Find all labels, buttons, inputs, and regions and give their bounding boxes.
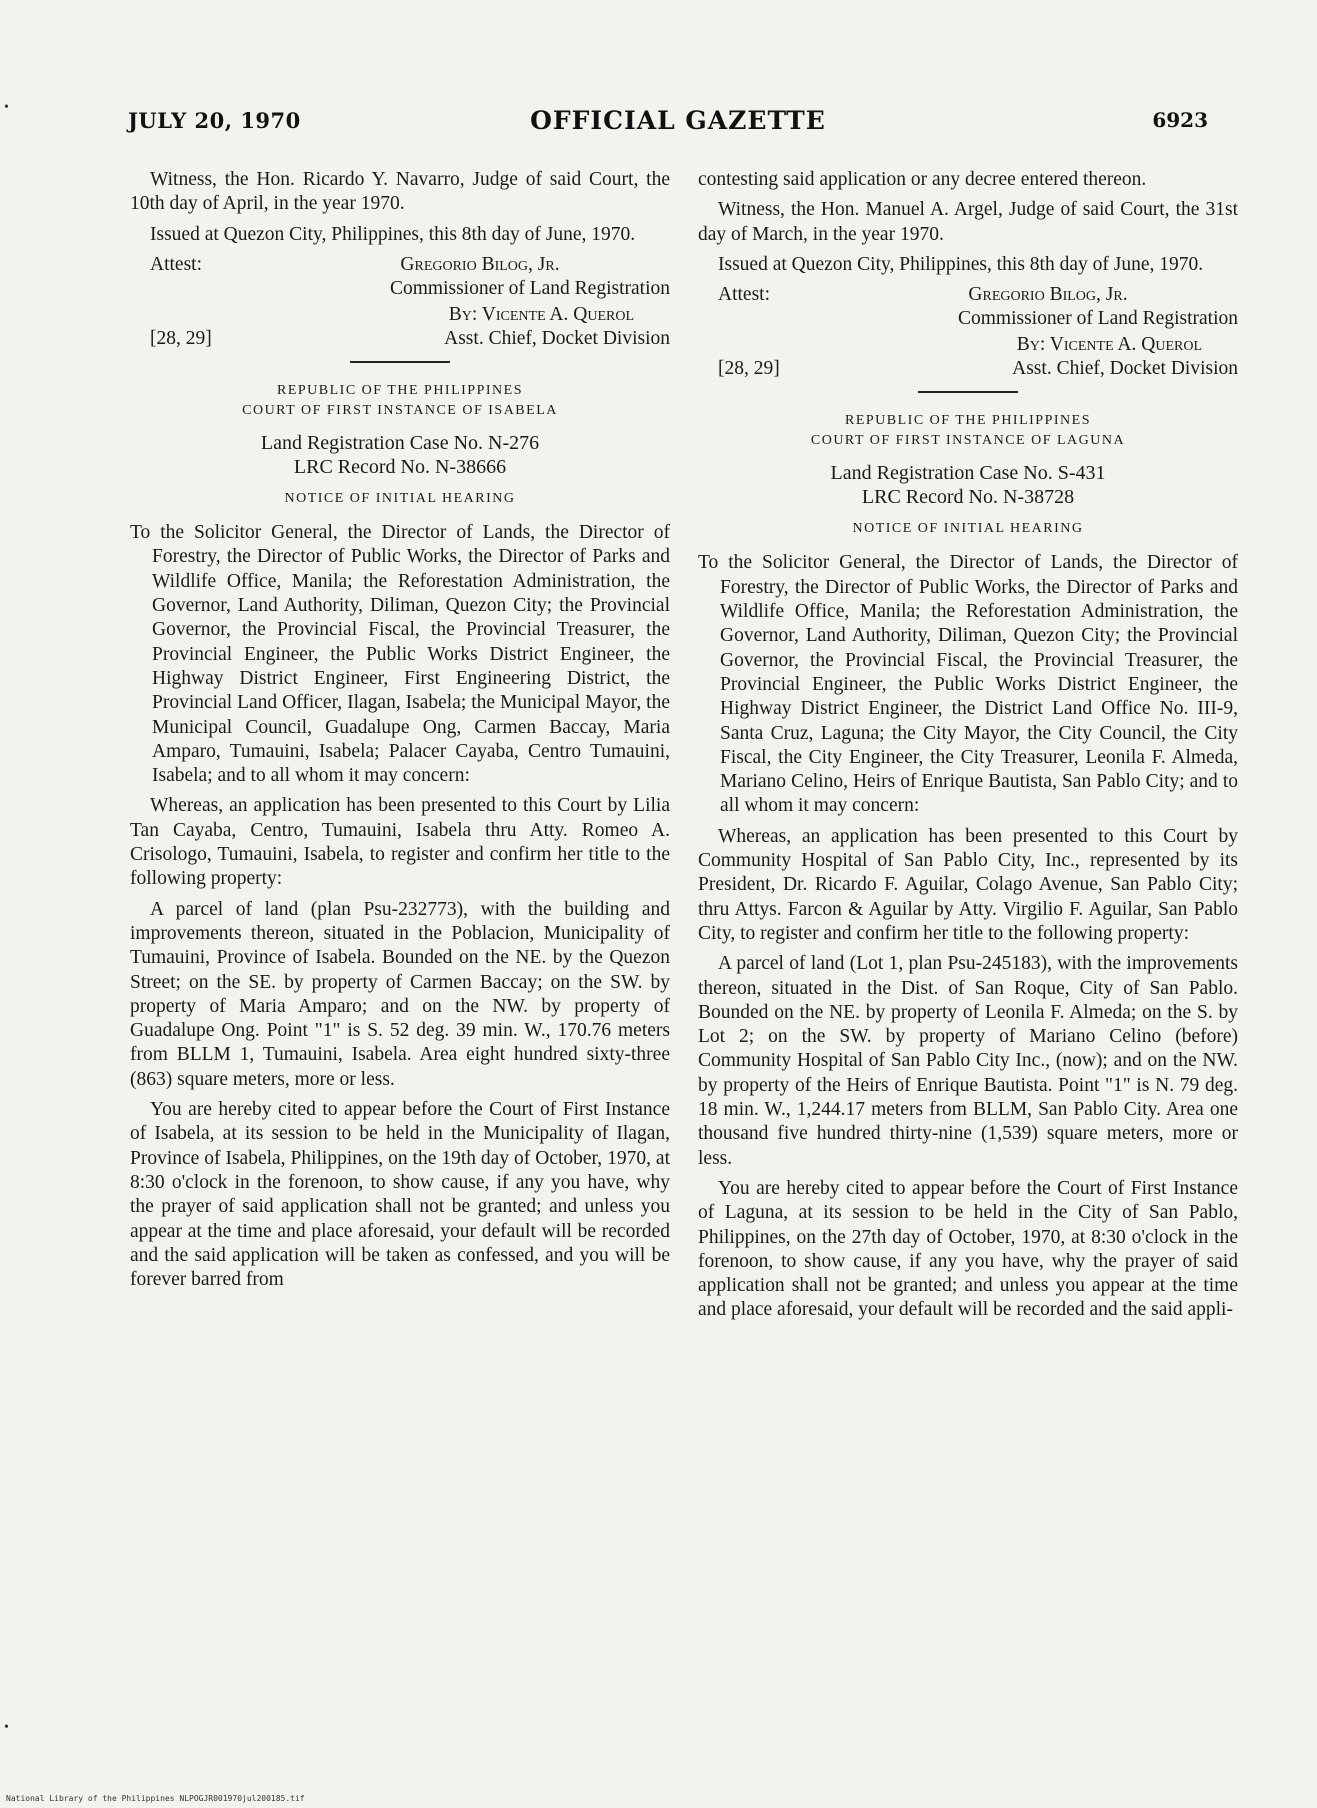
signer-name: Gregorio Bilog, Jr. bbox=[968, 284, 1128, 306]
scan-mark: • bbox=[4, 100, 9, 115]
court-heading: COURT OF FIRST INSTANCE OF LAGUNA bbox=[810, 433, 1126, 449]
issue-date: JULY 20, 1970 bbox=[128, 108, 301, 133]
section-divider bbox=[350, 361, 450, 363]
page-header bbox=[128, 104, 1208, 144]
case-number: Land Registration Case No. N-276 bbox=[260, 431, 540, 454]
attestation-block bbox=[130, 253, 670, 351]
reference-numbers: [28, 29] bbox=[150, 327, 212, 349]
republic-heading: REPUBLIC OF THE PHILIPPINES bbox=[845, 413, 1091, 429]
lrc-record-number: LRC Record No. N-38728 bbox=[861, 486, 1075, 509]
reference-numbers: [28, 29] bbox=[718, 358, 780, 380]
by-signer: By: Vicente A. Querol bbox=[448, 303, 634, 325]
whereas-paragraph: Whereas, an application has been presented to this Court by Community Hospital of San Pablo City, Inc., represented by its President, Dr. Ricardo F. Aguilar, Colago Avenue, San Pablo City; thru Attys. Farcon & Aguilar by Atty. Virgilio F. Aguilar, San Pablo City, to register and confirm her title to the following property: bbox=[698, 825, 1238, 944]
signer-title: Commissioner of Land Registration bbox=[957, 308, 1238, 330]
by-signer: By: Vicente A. Querol bbox=[1016, 334, 1202, 356]
witness-paragraph: Witness, the Hon. Manuel A. Argel, Judge of said Court, the 31st day of March, in the year 1970. bbox=[698, 199, 1238, 245]
by-signer-title: Asst. Chief, Docket Division bbox=[1012, 358, 1238, 380]
contesting-paragraph: contesting said application or any decree entered thereon. bbox=[698, 169, 1147, 190]
issued-paragraph: Issued at Quezon City, Philippines, this 8th day of June, 1970. bbox=[150, 223, 636, 245]
attest-label: Attest: bbox=[150, 253, 202, 275]
signer-name: Gregorio Bilog, Jr. bbox=[400, 253, 560, 275]
scan-mark: • bbox=[4, 1720, 9, 1735]
scan-source-footer: National Library of the Philippines NLPOGJR001970jul200185.tif bbox=[6, 1794, 305, 1803]
page-number: 6923 bbox=[1152, 108, 1208, 132]
section-divider bbox=[918, 391, 1018, 393]
addressees-paragraph: To the Solicitor General, the Director of Lands, the Director of Forestry, the Director of Public Works, the Director of Parks and Wildlife Office, Manila; the Reforestation Administration, the Governor, Land Authority, Diliman, Quezon City; the Provincial Governor, the Provincial Fiscal, the Provincial Treasurer, the Provincial Engineer, the Public Works District Engineer, the Highway District Engineer, the District Land Office No. III-9, Santa Cruz, Laguna; the City Mayor, the City Council, the City Fiscal, the City Engineer, the City Treasurer, Leonila F. Almeda, Mariano Celino, Heirs of Enrique Bautista, San Pablo City; and to all whom it may concern: bbox=[698, 552, 1238, 817]
addressees-paragraph: To the Solicitor General, the Director of Lands, the Director of Forestry, the Director of Public Works, the Director of Parks and Wildlife Office, Manila; the Reforestation Administration, the Governor, Land Authority, Diliman, Quezon City; the Provincial Governor, the Provincial Fiscal, the Provincial Treasurer, the Provincial Engineer, the Public Works District Engineer, the Highway District Engineer, First Engineering District, the Provincial Land Officer, Ilagan, Isabela; the Municipal Mayor, the Municipal Council, Guadalupe Ong, Carmen Baccay, Maria Amparo, Tumauini, Isabela; Palacer Cayaba, Centro Tumauini, Isabela; and to all whom it may concern: bbox=[130, 522, 670, 787]
parcel-paragraph: A parcel of land (plan Psu-232773), with the building and improvements thereon, situated in the Poblacion, Municipality of Tumauini, Province of Isabela. Bounded on the NE. by the Quezon Street; on the SE. by property of Carmen Baccay; on the SW. by property of Maria Amparo; and on the NW. by property of Guadalupe Ong. Point "1" is S. 52 deg. 39 min. W., 170.76 meters from BLLM 1, Tumauini, Isabela. Area eight hundred sixty-three (863) square meters, more or less. bbox=[130, 898, 670, 1090]
republic-heading: REPUBLIC OF THE PHILIPPINES bbox=[277, 382, 523, 398]
whereas-paragraph: Whereas, an application has been presented to this Court by Lilia Tan Cayaba, Centro, Tumauini, Isabela thru Atty. Romeo A. Crisologo, Tumauini, Isabela, to register and confirm her title to the following property: bbox=[130, 795, 670, 890]
notice-heading: NOTICE OF INITIAL HEARING bbox=[284, 490, 516, 506]
witness-paragraph: Witness, the Hon. Ricardo Y. Navarro, Judge of said Court, the 10th day of April, in the year 1970. bbox=[130, 169, 670, 215]
lrc-record-number: LRC Record No. N-38666 bbox=[293, 455, 507, 478]
case-number: Land Registration Case No. S-431 bbox=[830, 462, 1106, 485]
attestation-block bbox=[698, 283, 1238, 381]
court-heading: COURT OF FIRST INSTANCE OF ISABELA bbox=[242, 402, 558, 418]
by-signer-title: Asst. Chief, Docket Division bbox=[444, 327, 670, 349]
right-column bbox=[698, 168, 1238, 1329]
publication-title: OFFICIAL GAZETTE bbox=[530, 106, 826, 135]
signer-title: Commissioner of Land Registration bbox=[389, 277, 670, 299]
parcel-paragraph: A parcel of land (Lot 1, plan Psu-245183), with the improvements thereon, situated in the Dist. of San Roque, City of San Pablo. Bounded on the NE. by property of Leonila F. Almeda; on the S. by Lot 2; on the SW. by property of Mariano Celino (before) Community Hospital of San Pablo City Inc., (now); and on the NW. by property of the Heirs of Enrique Bautista. Point "1" is N. 79 deg. 18 min. W., 1,244.17 meters from BLLM, San Pablo City. Area one thousand five hundred thirty-nine (1,539) square meters, more or less. bbox=[698, 953, 1238, 1169]
issued-paragraph: Issued at Quezon City, Philippines, this 8th day of June, 1970. bbox=[718, 253, 1204, 275]
left-column bbox=[130, 168, 670, 1298]
cited-paragraph: You are hereby cited to appear before the Court of First Instance of Laguna, at its session to be held in the City of San Pablo, Philippines, on the 27th day of October, 1970, at 8:30 o'clock in the forenoon, to show cause, if any you have, why the prayer of said application shall not be granted; and unless you appear at the time and place aforesaid, your default will be recorded and the said appli- bbox=[698, 1177, 1238, 1321]
attest-label: Attest: bbox=[718, 284, 770, 306]
cited-paragraph: You are hereby cited to appear before the Court of First Instance of Isabela, at its session to be held in the Municipality of Ilagan, Province of Isabela, Philippines, on the 19th day of October, 1970, at 8:30 o'clock in the forenoon, to show cause, if any you have, why the prayer of said application shall not be granted; and unless you appear at the time and place aforesaid, your default will be recorded and the said application will be taken as confessed, and you will be forever barred from bbox=[130, 1099, 670, 1291]
notice-heading: NOTICE OF INITIAL HEARING bbox=[852, 521, 1084, 537]
